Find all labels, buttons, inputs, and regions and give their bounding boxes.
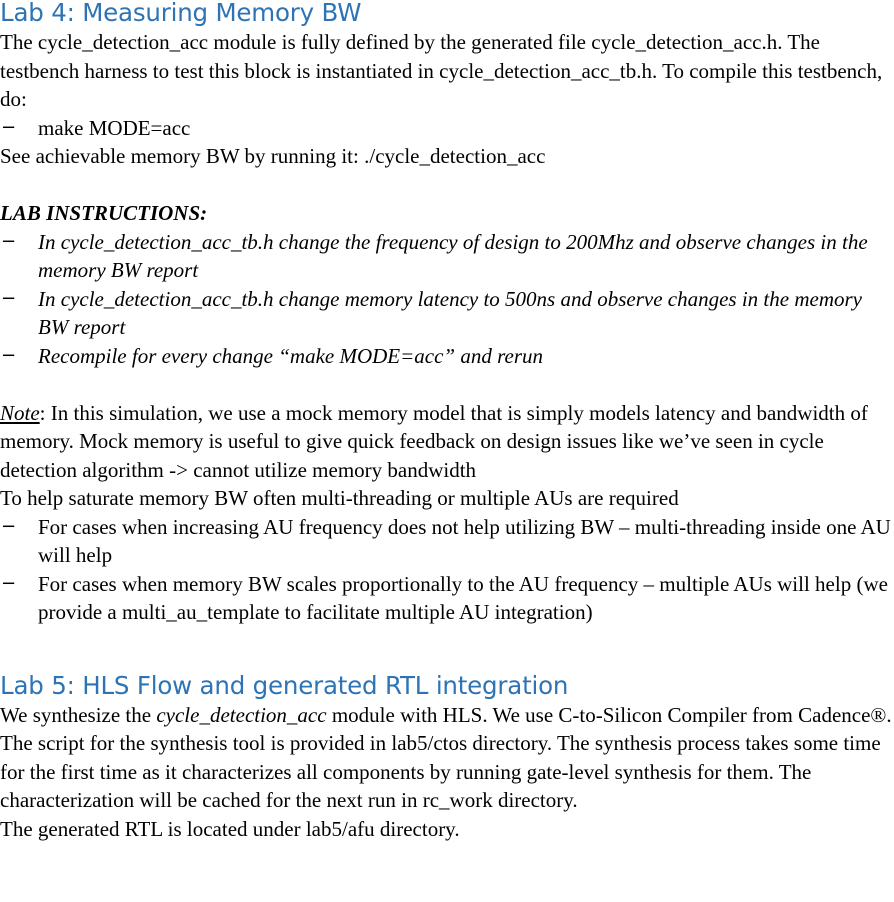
instruction-text: Recompile for every change “make MODE=acc” and rerun xyxy=(38,343,543,368)
instruction-text: In cycle_detection_acc_tb.h change the frequency of design to 200Mhz and observe changes in the memory BW report xyxy=(38,229,868,282)
spacer xyxy=(0,370,894,399)
dash-bullet-icon: − xyxy=(1,515,17,537)
module-name: cycle_detection_acc xyxy=(156,702,327,727)
case-text: For cases when increasing AU frequency does not help utilizing BW – multi-threading inside one AU will help xyxy=(38,514,891,567)
run-note: See achievable memory BW by running it: ./cycle_detection_acc xyxy=(0,144,546,168)
dash-bullet-icon: − xyxy=(1,230,17,252)
case-item xyxy=(0,570,894,627)
rtl-location: The generated RTL is located under lab5/afu directory. xyxy=(0,816,460,841)
note-label: Note xyxy=(0,400,40,425)
compile-command: make MODE=acc xyxy=(38,115,191,140)
lab-instructions-title: LAB INSTRUCTIONS: xyxy=(0,201,208,225)
dash-bullet-icon: − xyxy=(1,116,17,138)
case-text: For cases when memory BW scales proportionally to the AU frequency – multiple AUs will help (we provide a multi_au_template to facilitate multiple AU integration) xyxy=(38,571,888,624)
dash-bullet-icon: − xyxy=(1,572,17,594)
instruction-item xyxy=(0,285,894,342)
lab5-paragraph xyxy=(0,701,894,815)
lab5-para-rest: module with HLS. We use C-to-Silicon Compiler from Cadence®. The script for the synthesis tool is provided in lab5/ctos directory. The synthesis process takes some time for the first time as it characterizes all components by running gate-level synthesis for them. The characterization will be cached for the next run in rc_work directory. xyxy=(0,702,892,812)
spacer xyxy=(0,171,894,200)
note-paragraph xyxy=(0,399,894,485)
instruction-item xyxy=(0,228,894,285)
spacer xyxy=(0,627,894,671)
instruction-text: In cycle_detection_acc_tb.h change memory latency to 500ns and observe changes in the memory BW report xyxy=(38,286,862,339)
lab5-para-start: We synthesize the xyxy=(0,702,157,727)
compile-list xyxy=(0,114,894,143)
lab4-intro-paragraph: The cycle_detection_acc module is fully defined by the generated file cycle_detection_acc.h. The testbench harness to test this block is instantiated in cycle_detection_acc_tb.h. To compile this testbench, do: xyxy=(0,30,883,111)
instructions-list xyxy=(0,228,894,371)
dash-bullet-icon: − xyxy=(1,287,17,309)
lab5-heading: Lab 5: HLS Flow and generated RTL integration xyxy=(0,670,569,700)
compile-list-item xyxy=(0,114,894,143)
saturate-paragraph: To help saturate memory BW often multi-threading or multiple AUs are required xyxy=(0,486,679,510)
note-text: : In this simulation, we use a mock memory model that is simply models latency and bandwidth of memory. Mock memory is useful to give quick feedback on design issues like we’ve seen in cycle detection algorithm -> cannot utilize memory bandwidth xyxy=(0,400,868,482)
cases-list xyxy=(0,513,894,627)
instruction-item xyxy=(0,342,894,371)
case-item xyxy=(0,513,894,570)
lab4-heading: Lab 4: Measuring Memory BW xyxy=(0,0,362,27)
dash-bullet-icon: − xyxy=(1,344,17,366)
